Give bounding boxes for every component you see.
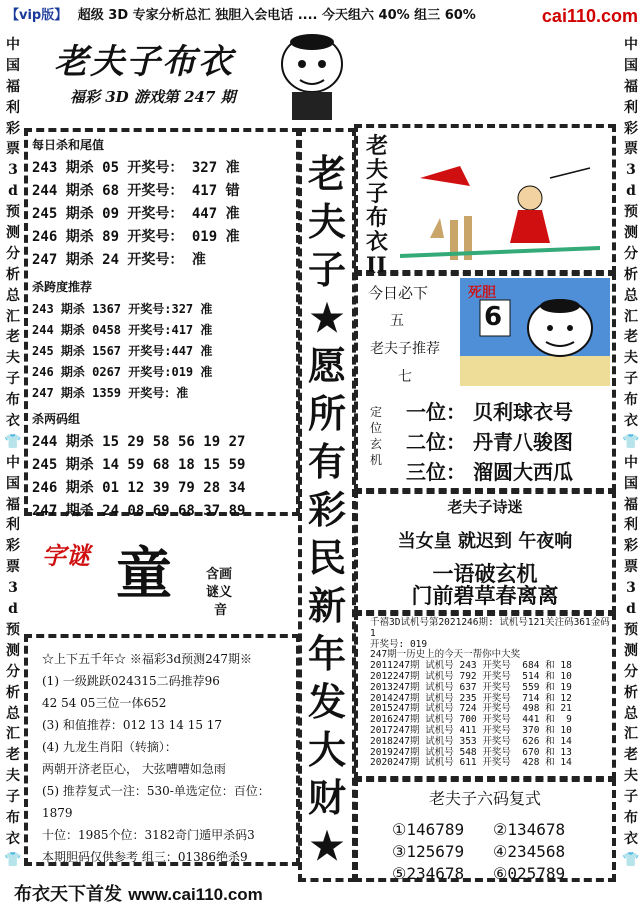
history-panel [356,614,614,778]
position-label-char: 定 [370,405,383,419]
daily-pick-value: 五 [390,313,404,329]
edge-char: 析 [6,684,20,701]
edge-char: 测 [6,225,20,242]
history-head-2: 开奖号: 019 [370,638,428,650]
edge-char: 预 [624,204,638,221]
edge-char: 汇 [6,726,20,743]
position-label [370,404,388,468]
edge-char: 衣 [624,830,638,847]
history-row: 2017247期 试机号 411 开奖号 370 和 10 [370,724,572,736]
edge-char: 夫 [624,768,638,785]
edge-char: 子 [624,371,638,388]
photo-label: 死胆 [468,285,496,301]
kite-scene-icon [400,138,600,263]
edge-char: 利 [624,99,638,116]
edge-char: 老 [6,329,20,346]
six-code-panel [356,780,614,883]
edge-char: 中 [6,454,20,471]
edge-char: 国 [624,57,638,74]
panel-title-char: 衣 [366,229,389,255]
footer-text: 布衣天下首发 [14,884,122,905]
data-row: 246 期杀 89 开奖号： 019 准 [32,229,240,245]
history-head: 千禧3D试机号第2021246期: 试机号121关注码361金码1 [370,617,610,639]
edge-char: 分 [624,245,638,262]
edge-char: 👕 [4,433,22,450]
edge-char: 夫 [6,350,20,367]
slogan-char: 子 [307,247,346,292]
edge-char: 票 [624,141,638,158]
position-label-char: 位 [370,421,383,435]
predict-line: 十位：1985个位：3182奇门遁甲杀码3 [42,828,255,842]
edge-char: 子 [6,371,20,388]
slogan-char: 夫 [307,199,346,244]
data-row: 245 期杀 14 59 68 18 15 59 [32,457,246,473]
edge-char: 国 [6,57,20,74]
edge-char: 分 [624,663,638,680]
history-head-3: 247期一历史上的今天一帮你中大奖 [370,649,521,661]
slogan-char: ★ [309,823,345,868]
riddle-mark: 字谜 [42,542,90,570]
edge-char: 国 [6,475,20,492]
edge-char: 彩 [624,120,638,137]
daily-pick-panel [356,276,614,490]
riddle-note: 含画 谜义 音 [206,567,233,618]
edge-char: 利 [624,517,638,534]
history-row: 2018247期 试机号 353 开奖号 626 和 14 [370,735,572,747]
riddle-char: 童 [116,541,172,607]
edge-char: d [8,183,18,200]
edge-char: 3 [8,580,18,597]
predict-line: (3) 和值推荐：012 13 14 15 17 [42,718,223,732]
predict-line: ☆上下五千年☆ ※福彩3d预测247期※ [42,652,253,666]
edge-char: 彩 [6,120,20,137]
edge-char: 老 [624,747,638,764]
edge-char: 利 [6,517,20,534]
history-row: 2020247期 试机号 611 开奖号 428 和 14 [370,757,572,769]
panel-title [366,134,390,278]
panel-title-char: 老 [366,133,389,159]
data-row: 244 期杀 68 开奖号： 417 错 [32,183,240,199]
slogan-char: 老 [307,151,346,196]
data-row: 247 期杀 1359 开奖号：准 [32,386,189,400]
edge-char: 析 [6,266,20,283]
edge-char: 利 [6,99,20,116]
edge-char: 3 [8,162,18,179]
edge-char: 👕 [4,851,22,868]
position-label-char: 玄 [370,437,383,451]
edge-char: 票 [6,559,20,576]
position-1: 一位： 贝利球衣号 [406,400,573,424]
edge-char: 总 [624,705,638,722]
edge-char: d [8,601,18,618]
banner-text: 超级 3D 专家分析总汇 独胆入会电话 .... 今天组六 40% 组三 60% [77,8,476,23]
edge-char: 票 [624,559,638,576]
poem-line-1: 当女皇 就迟到 午夜响 [397,531,573,552]
edge-char: 福 [6,496,20,513]
edge-char: 中 [624,37,638,53]
caricature-icon [266,24,358,120]
six-code: ③125679 [392,842,465,861]
slogan-char: 财 [307,775,346,820]
data-row: 246 期杀 0267 开奖号:019 准 [32,365,213,379]
edge-char: 福 [6,78,20,95]
data-row: 247 期杀 24 开奖号： 准 [32,252,206,268]
data-row: 245 期杀 09 开奖号： 447 准 [32,206,240,222]
six-code-title: 老夫子六码复式 [428,789,541,808]
edge-char: 老 [624,329,638,346]
edge-char: 总 [624,287,638,304]
edge-char: 衣 [6,413,20,430]
riddle-box [26,518,298,630]
position-label-char: 机 [370,453,383,467]
slogan-char: 民 [307,535,346,580]
edge-char: 夫 [624,350,638,367]
kill-section [26,130,298,519]
edge-char: 👕 [622,851,640,868]
data-row: 243 期杀 05 开奖号： 327 准 [32,160,240,176]
six-code: ④234568 [493,842,566,861]
edge-right [620,30,642,875]
daily-label: 每日杀和尾值 [32,138,105,152]
edge-char: 预 [6,204,20,221]
edge-char: 彩 [6,538,20,555]
edge-char: 布 [6,392,20,409]
slogan-char: 彩 [307,487,346,532]
slogan-char: 愿 [307,343,346,388]
poem-panel [356,492,614,612]
history-row: 2013247期 试机号 637 开奖号 559 和 19 [370,681,572,693]
data-row: 245 期杀 1567 开奖号:447 准 [32,344,213,358]
edge-char: 3 [626,162,636,179]
edge-left [2,30,24,875]
edge-char: 中 [624,454,638,471]
edge-char: 测 [624,642,638,659]
edge-char: 夫 [6,768,20,785]
predict-section [26,638,298,864]
edge-char: 总 [6,705,20,722]
pairs-label: 杀两码组 [32,412,81,426]
recommend-label: 老夫子推荐 [370,341,440,357]
edge-char: 中 [6,37,20,53]
data-row: 243 期杀 1367 开奖号:327 准 [32,302,213,316]
edge-char: 析 [624,684,638,701]
edge-char: 汇 [624,308,638,325]
slogan-char: 年 [307,631,346,676]
edge-char: 福 [624,496,638,513]
edge-char: 分 [6,663,20,680]
edge-char: 分 [6,245,20,262]
six-code: ⑥025789 [493,864,566,883]
edge-char: 布 [6,809,20,826]
edge-char: 彩 [624,538,638,555]
edge-char: 测 [6,642,20,659]
slogan-char: 新 [307,583,346,628]
edge-char: d [626,601,636,618]
history-row: 2019247期 试机号 548 开奖号 670 和 13 [370,746,572,758]
slogan-char: 所 [307,391,346,436]
predict-line: (5) 推荐复式一注：530-单选定位：百位：1879 [42,784,270,820]
title-panel [356,128,614,279]
daily-pick-label: 今日必下 [368,284,429,302]
slogan-char: 大 [307,727,346,772]
poem-line-3: 门前碧草春离离 [411,583,559,608]
header-subtitle: 福彩 3D 游戏第 247 期 [70,88,236,106]
edge-char: 👕 [622,433,640,450]
edge-char: d [626,183,636,200]
panel-title-char: II [366,253,387,279]
edge-char: 布 [624,809,638,826]
data-row: 247 期杀 24 08 69 68 37 89 [32,503,246,519]
recommend-value: 七 [398,369,412,385]
edge-char: 汇 [6,308,20,325]
edge-char: 测 [624,225,638,242]
edge-char: 布 [624,392,638,409]
edge-char: 预 [624,621,638,638]
edge-char: 预 [6,621,20,638]
vertical-slogan [302,150,352,880]
edge-char: 国 [624,475,638,492]
history-row: 2011247期 试机号 243 开奖号 684 和 18 [370,660,572,672]
edge-char: 衣 [624,413,638,430]
history-row: 2016247期 试机号 700 开奖号 441 和 9 [370,714,572,726]
poem-line-2: 一语破玄机 [432,561,538,586]
data-row: 244 期杀 0458 开奖号:417 准 [32,323,213,337]
predict-line: 两朝开济老臣心， 大弦嘈嘈如急雨 [42,762,226,776]
dead-gall-photo [460,278,610,386]
slogan-char: ★ [309,295,345,340]
history-row: 2014247期 试机号 235 开奖号 714 和 12 [370,692,572,704]
six-code: ②134678 [493,820,566,839]
edge-char: 福 [624,78,638,95]
edge-char: 汇 [624,726,638,743]
poem-title: 老夫子诗迷 [447,498,523,516]
edge-char: 老 [6,747,20,764]
site-logo[interactable]: cai110.com [541,6,638,26]
slogan-char: 发 [307,679,346,724]
position-2: 二位： 丹青八骏图 [406,430,573,454]
predict-line: (1) 一级跳跃024315二码推荐96 [42,674,220,688]
footer-url[interactable]: www.cai110.com [128,885,263,904]
edge-char: 子 [6,789,20,806]
six-code: ⑤234678 [392,864,465,883]
edge-char: 票 [6,141,20,158]
vip-tag: 【vip版】 [6,8,68,23]
edge-char: 3 [626,580,636,597]
history-row: 2015247期 试机号 724 开奖号 498 和 21 [370,703,572,715]
history-row: 2012247期 试机号 792 开奖号 514 和 10 [370,670,572,682]
photo-number: 6 [484,302,503,332]
predict-line: 本期胆码仅供参考 组三：01386绝杀9 [42,850,248,864]
data-row: 244 期杀 15 29 58 56 19 27 [32,434,246,450]
edge-char: 衣 [6,830,20,847]
footer [14,880,263,906]
panel-title-char: 夫 [366,157,389,183]
header-title: 老夫子布衣 [54,42,234,82]
span-label: 杀跨度推荐 [32,280,93,294]
panel-title-char: 子 [366,181,389,207]
predict-line: 42 54 05三位一体652 [42,696,167,710]
edge-char: 析 [624,266,638,283]
predict-line: (4) 九龙生肖阳（转摘）： [42,740,177,754]
panel-title-char: 布 [366,205,389,231]
edge-char: 子 [624,789,638,806]
slogan-char: 有 [307,439,346,484]
six-code: ①146789 [392,820,465,839]
position-3: 三位： 溜圆大西瓜 [406,460,573,484]
data-row: 246 期杀 01 12 39 79 28 34 [32,480,246,496]
edge-char: 总 [6,287,20,304]
